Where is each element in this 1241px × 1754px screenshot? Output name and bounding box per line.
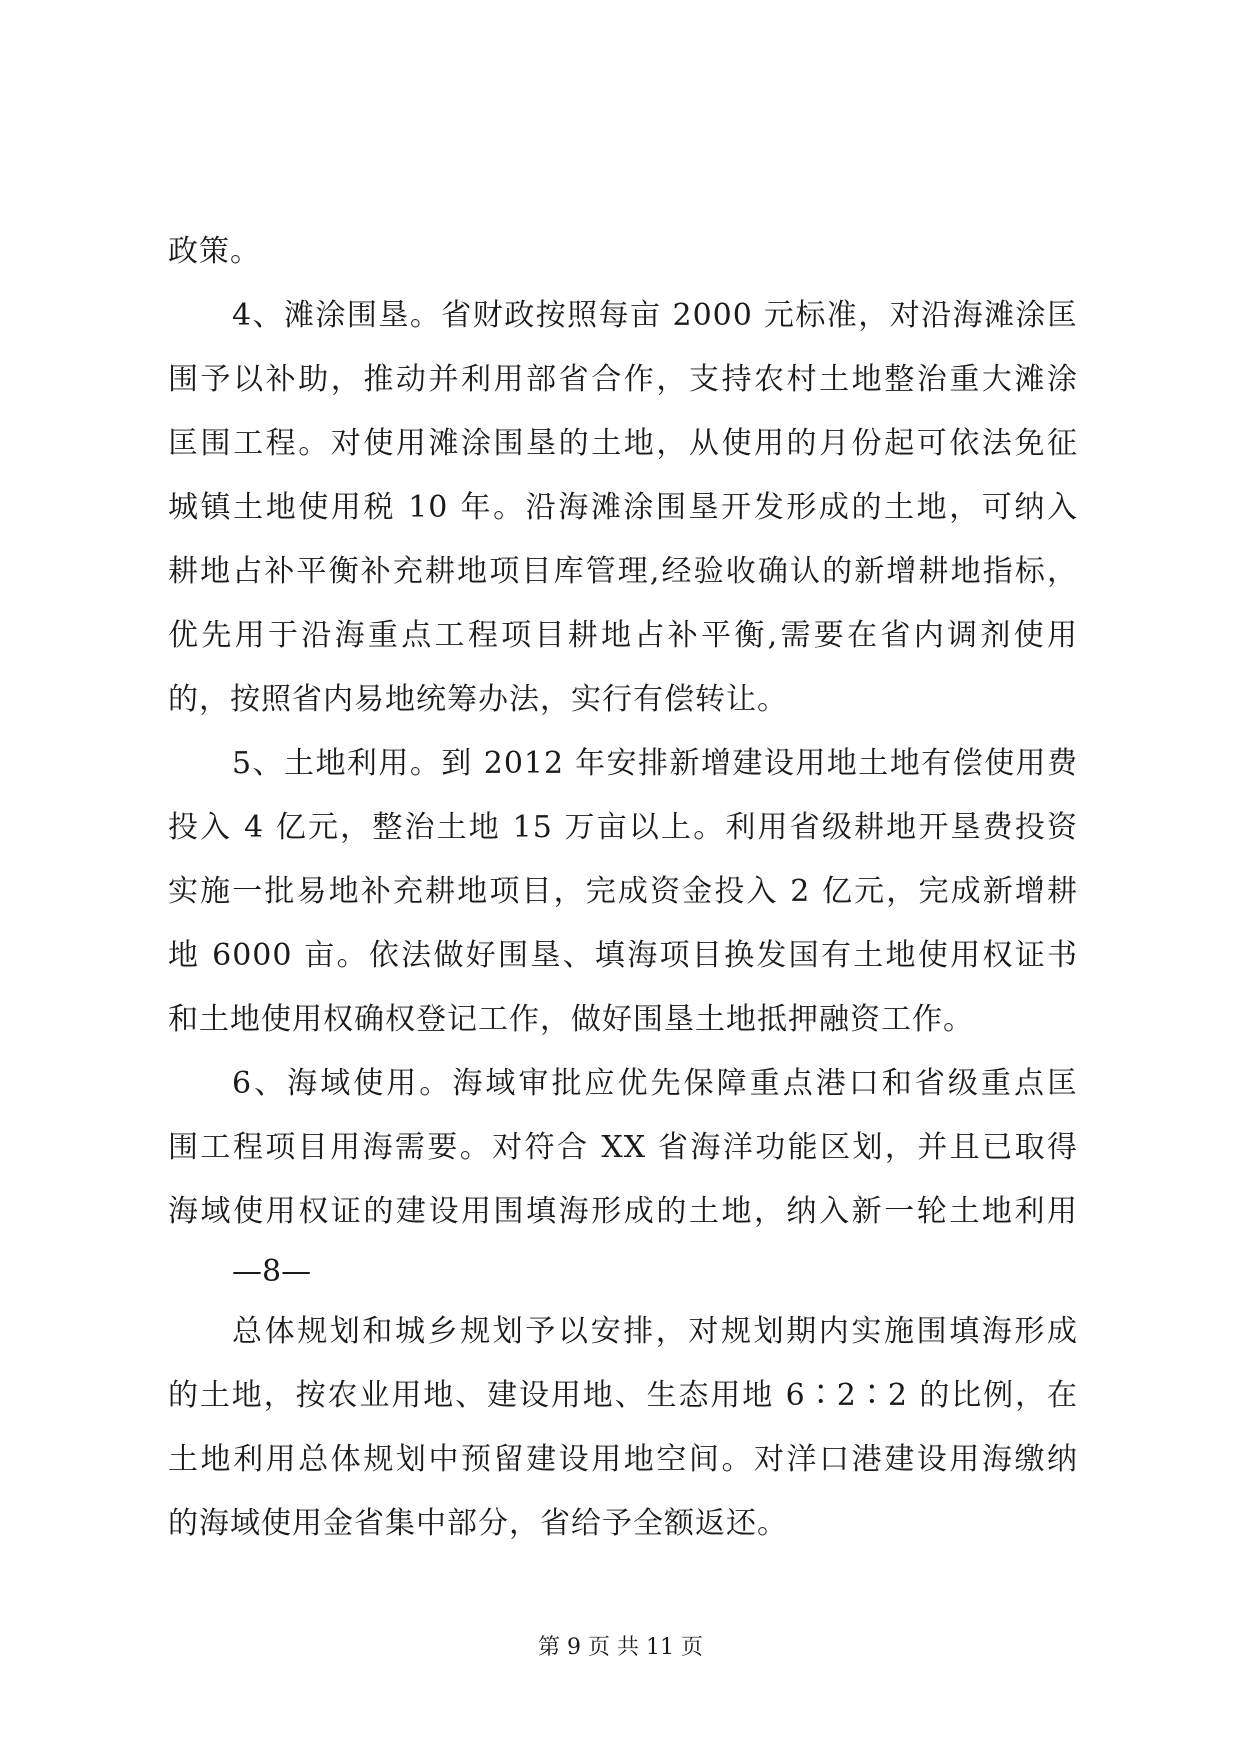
- paragraph-line: 6、海域使用。海域审批应优先保障重点港口和省级重点匡: [232, 1066, 1078, 1101]
- paragraph-line: 投入 4 亿元，整治土地 15 万亩以上。利用省级耕地开垦费投资: [168, 810, 1078, 845]
- paragraph-line: 优先用于沿海重点工程项目耕地占补平衡,需要在省内调剂使用: [168, 618, 1078, 653]
- paragraph-line: 围工程项目用海需要。对符合 XX 省海洋功能区划，并且已取得: [168, 1130, 1078, 1165]
- paragraph-line: 匡围工程。对使用滩涂围垦的土地，从使用的月份起可依法免征: [168, 426, 1078, 461]
- paragraph-line: 4、滩涂围垦。省财政按照每亩 2000 元标准，对沿海滩涂匡: [232, 298, 1078, 333]
- page-footer: 第 9 页 共 11 页: [538, 1635, 703, 1660]
- inner-page-marker: —8—: [232, 1254, 312, 1289]
- paragraph-line: 地 6000 亩。依法做好围垦、填海项目换发国有土地使用权证书: [168, 938, 1078, 973]
- paragraph-line: 耕地占补平衡补充耕地项目库管理,经验收确认的新增耕地指标，: [168, 554, 1078, 589]
- paragraph-line: 总体规划和城乡规划予以安排，对规划期内实施围填海形成: [232, 1314, 1078, 1349]
- paragraph-line: 实施一批易地补充耕地项目，完成资金投入 2 亿元，完成新增耕: [168, 874, 1078, 909]
- paragraph-line: 的土地，按农业用地、建设用地、生态用地 6∶2∶2 的比例，在: [168, 1378, 1078, 1413]
- paragraph-line: 5、土地利用。到 2012 年安排新增建设用地土地有偿使用费: [232, 746, 1078, 781]
- paragraph-line: 政策。: [168, 234, 261, 269]
- paragraph-line: 和土地使用权确权登记工作，做好围垦土地抵押融资工作。: [168, 1002, 974, 1037]
- paragraph-line: 的，按照省内易地统筹办法，实行有偿转让。: [168, 682, 788, 717]
- paragraph-line: 围予以补助，推动并利用部省合作，支持农村土地整治重大滩涂: [168, 362, 1078, 397]
- paragraph-line: 土地利用总体规划中预留建设用地空间。对洋口港建设用海缴纳: [168, 1442, 1078, 1477]
- paragraph-line: 海域使用权证的建设用围填海形成的土地，纳入新一轮土地利用: [168, 1194, 1078, 1229]
- paragraph-line: 的海域使用金省集中部分，省给予全额返还。: [168, 1506, 788, 1541]
- paragraph-line: 城镇土地使用税 10 年。沿海滩涂围垦开发形成的土地，可纳入: [168, 490, 1078, 525]
